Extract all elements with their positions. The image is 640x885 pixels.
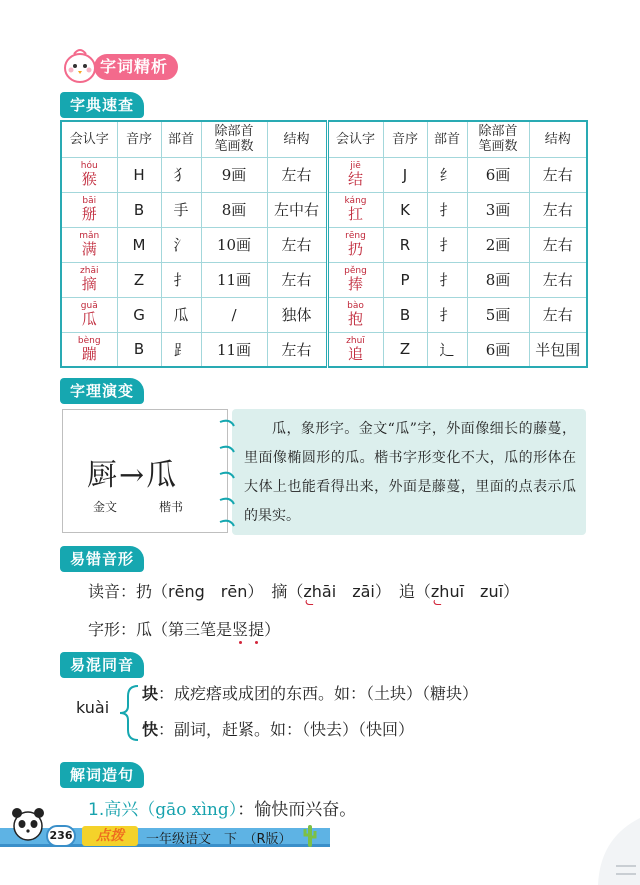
hanzi-label: 掰 xyxy=(81,205,97,223)
reading-char-1: 扔 xyxy=(136,582,153,601)
cactus-icon xyxy=(302,823,318,847)
reading-correct-1: rēng xyxy=(168,582,205,601)
structure-cell: 独体 xyxy=(267,297,327,332)
structure-cell: 半包围 xyxy=(529,332,587,367)
structure-cell: 左右 xyxy=(267,262,327,297)
reading-correct-3: zhuī xyxy=(430,582,465,601)
homophone-char-1: 块 xyxy=(142,684,159,703)
char-cell xyxy=(327,332,383,367)
strokes-cell: 10画 xyxy=(201,227,267,262)
structure-cell: 左中右 xyxy=(267,192,327,227)
order-cell: P xyxy=(383,262,427,297)
structure-cell: 左右 xyxy=(529,227,587,262)
arrow-icon: → xyxy=(119,458,147,493)
char-cell xyxy=(61,192,117,227)
pinyin-label: guā xyxy=(80,301,98,311)
header-strokes-2-line1: 除部首 xyxy=(478,124,518,140)
reading-char-2: 摘 xyxy=(271,582,288,601)
structure-cell: 左右 xyxy=(267,227,327,262)
radical-cell: 扌 xyxy=(427,297,467,332)
hanzi-label: 蹦 xyxy=(81,344,97,363)
structure-cell: 左右 xyxy=(267,157,327,192)
radical-cell: 扌 xyxy=(161,262,201,297)
table-row xyxy=(61,297,587,332)
order-cell: J xyxy=(383,157,427,192)
strokes-cell: 8画 xyxy=(201,192,267,227)
order-cell: G xyxy=(117,297,161,332)
pinyin-label: pěng xyxy=(344,266,367,276)
hanzi-label: 捧 xyxy=(347,275,363,293)
pinyin-label: bāi xyxy=(82,196,97,206)
word-term: 高兴（gāo xìng） xyxy=(104,800,238,820)
hanzi-label: 猴 xyxy=(81,170,97,188)
page-corner-decoration xyxy=(590,818,640,885)
header-radical-2: 部首 xyxy=(427,121,467,157)
homophone-char-2: 快 xyxy=(142,720,159,739)
hanzi-label: 满 xyxy=(81,240,97,258)
header-strokes-2 xyxy=(467,121,529,157)
header-char-2: 会认字 xyxy=(327,121,383,157)
reading-wrong-3: zuī xyxy=(480,582,504,601)
hanzi-label: 抱 xyxy=(347,310,363,328)
char-cell xyxy=(327,192,383,227)
radical-cell: 犭 xyxy=(161,157,201,192)
hanzi-label: 瓜 xyxy=(81,310,97,328)
shape-note-post: ） xyxy=(264,620,281,639)
shape-char: 瓜 xyxy=(136,620,153,639)
word-item-1 xyxy=(88,795,356,820)
order-cell: Z xyxy=(117,262,161,297)
radical-cell: 瓜 xyxy=(161,297,201,332)
brand-logo: 点拨 xyxy=(82,826,138,846)
structure-cell: 左右 xyxy=(529,262,587,297)
radical-cell: ⻊ xyxy=(161,332,201,367)
char-cell xyxy=(61,332,117,367)
jinwen-glyph: 㕏 xyxy=(87,458,119,493)
table-row xyxy=(61,332,587,367)
section-evolution-heading: 字理演变 xyxy=(60,378,144,404)
kaishu-glyph: 瓜 xyxy=(146,458,179,493)
reading-label: 读音： xyxy=(88,582,137,601)
homophone-text-1: ：成疙瘩或成团的东西。如：（土块）（糖块） xyxy=(158,684,479,703)
order-cell: B xyxy=(117,192,161,227)
binder-rings-icon xyxy=(218,414,238,528)
table-row xyxy=(61,192,587,227)
pinyin-label: zhuī xyxy=(346,335,365,346)
char-cell xyxy=(61,227,117,262)
hanzi-label: 摘 xyxy=(81,275,97,293)
pinyin-label: zhāi xyxy=(80,266,99,276)
table-header-row xyxy=(61,121,587,157)
radical-cell: 手 xyxy=(161,192,201,227)
order-cell: K xyxy=(383,192,427,227)
reading-correct-2: zhāi xyxy=(303,582,337,601)
pinyin-label: jiē xyxy=(350,161,361,171)
word-number: 1. xyxy=(88,800,105,820)
radical-cell: 扌 xyxy=(427,192,467,227)
structure-cell: 左右 xyxy=(529,297,587,332)
table-row xyxy=(61,262,587,297)
hanzi-label: 追 xyxy=(347,344,363,363)
strokes-cell: 9画 xyxy=(201,157,267,192)
header-strokes xyxy=(201,121,267,157)
structure-cell: 左右 xyxy=(529,157,587,192)
order-cell: H xyxy=(117,157,161,192)
hanzi-label: 扛 xyxy=(347,205,363,223)
main-title xyxy=(60,46,200,84)
header-structure-2: 结构 xyxy=(529,121,587,157)
header-strokes-line1: 除部首 xyxy=(214,124,254,140)
shape-line xyxy=(88,617,280,640)
pinyin-label: káng xyxy=(344,196,367,206)
radical-cell: 纟 xyxy=(427,157,467,192)
brace-icon xyxy=(116,682,140,744)
reading-wrong-1: rēn xyxy=(220,582,248,601)
strokes-cell: 5画 xyxy=(467,297,529,332)
section-pronunciation-heading: 易错音形 xyxy=(60,546,144,572)
pinyin-label: hóu xyxy=(80,161,98,171)
evolution-glyph-box xyxy=(62,409,228,533)
panda-mascot-icon xyxy=(8,800,48,844)
section-dict-heading: 字典速查 xyxy=(60,92,144,118)
header-order: 音序 xyxy=(117,121,161,157)
strokes-cell: 8画 xyxy=(467,262,529,297)
strokes-cell: 6画 xyxy=(467,332,529,367)
structure-cell: 左右 xyxy=(529,192,587,227)
pinyin-label: rēng xyxy=(345,231,366,241)
jinwen-label: 金文 xyxy=(93,500,118,514)
dictionary-table xyxy=(60,120,588,368)
header-char: 会认字 xyxy=(61,121,117,157)
strokes-cell: 6画 xyxy=(467,157,529,192)
order-cell: B xyxy=(117,332,161,367)
book-info: 一年级语文 下 （R版） xyxy=(146,832,292,847)
order-cell: Z xyxy=(383,332,427,367)
homophone-pinyin: kuài xyxy=(76,698,110,717)
structure-cell: 左右 xyxy=(267,332,327,367)
homophone-item-1 xyxy=(142,681,478,704)
strokes-cell: 3画 xyxy=(467,192,529,227)
header-strokes-2-line2: 笔画数 xyxy=(478,139,518,155)
char-cell xyxy=(61,297,117,332)
evolution-explanation: 瓜，象形字。金文“瓜”字，外面像细长的藤蔓，里面像椭圆形的瓜。楷书字形变化不大，瓜的形体在大体上也能看得出来，外面是藤蔓，里面的点表示瓜的果实。 xyxy=(232,409,586,535)
char-cell xyxy=(327,157,383,192)
page-title: 字词精析 xyxy=(94,54,178,80)
order-cell: B xyxy=(383,297,427,332)
header-radical: 部首 xyxy=(161,121,201,157)
order-cell: R xyxy=(383,227,427,262)
header-strokes-line2: 笔画数 xyxy=(214,139,254,155)
strokes-cell: 2画 xyxy=(467,227,529,262)
shape-key-rise: 提 xyxy=(248,620,265,639)
table-row xyxy=(61,227,587,262)
shape-note-pre: （第三笔是 xyxy=(152,620,233,639)
section-homophone-heading: 易混同音 xyxy=(60,652,144,678)
word-definition: ：愉快而兴奋。 xyxy=(237,800,357,820)
char-cell xyxy=(61,262,117,297)
hanzi-label: 扔 xyxy=(347,240,363,258)
strokes-cell: 11画 xyxy=(201,332,267,367)
table-row xyxy=(61,157,587,192)
pinyin-label: bào xyxy=(347,301,364,311)
shape-key-vertical: 竖 xyxy=(232,620,249,639)
strokes-cell: 11画 xyxy=(201,262,267,297)
radical-cell: 扌 xyxy=(427,262,467,297)
hanzi-label: 结 xyxy=(347,170,363,188)
pinyin-label: mǎn xyxy=(79,231,100,241)
homophone-item-2 xyxy=(142,717,414,740)
radical-cell: 扌 xyxy=(427,227,467,262)
strokes-cell: / xyxy=(201,297,267,332)
reading-wrong-2: zāi xyxy=(352,582,375,601)
char-cell xyxy=(61,157,117,192)
char-cell xyxy=(327,297,383,332)
section-words-heading: 解词造句 xyxy=(60,762,144,788)
reading-line: 读音：扔（rēng rēn） 摘（zhāi zāi） 追（zhuī zuī） xyxy=(88,582,520,601)
char-cell xyxy=(327,227,383,262)
evolution-glyphs xyxy=(87,450,178,494)
kaishu-label: 楷书 xyxy=(159,500,184,514)
pinyin-label: bèng xyxy=(77,335,101,346)
shape-label: 字形： xyxy=(88,620,137,639)
radical-cell: 辶 xyxy=(427,332,467,367)
homophone-text-2: ：副词，赶紧。如：（快去）（快回） xyxy=(158,720,415,739)
char-cell xyxy=(327,262,383,297)
reading-char-3: 追 xyxy=(398,582,415,601)
radical-cell: 氵 xyxy=(161,227,201,262)
header-structure: 结构 xyxy=(267,121,327,157)
order-cell: M xyxy=(117,227,161,262)
header-order-2: 音序 xyxy=(383,121,427,157)
page-number: 236 xyxy=(46,825,76,847)
